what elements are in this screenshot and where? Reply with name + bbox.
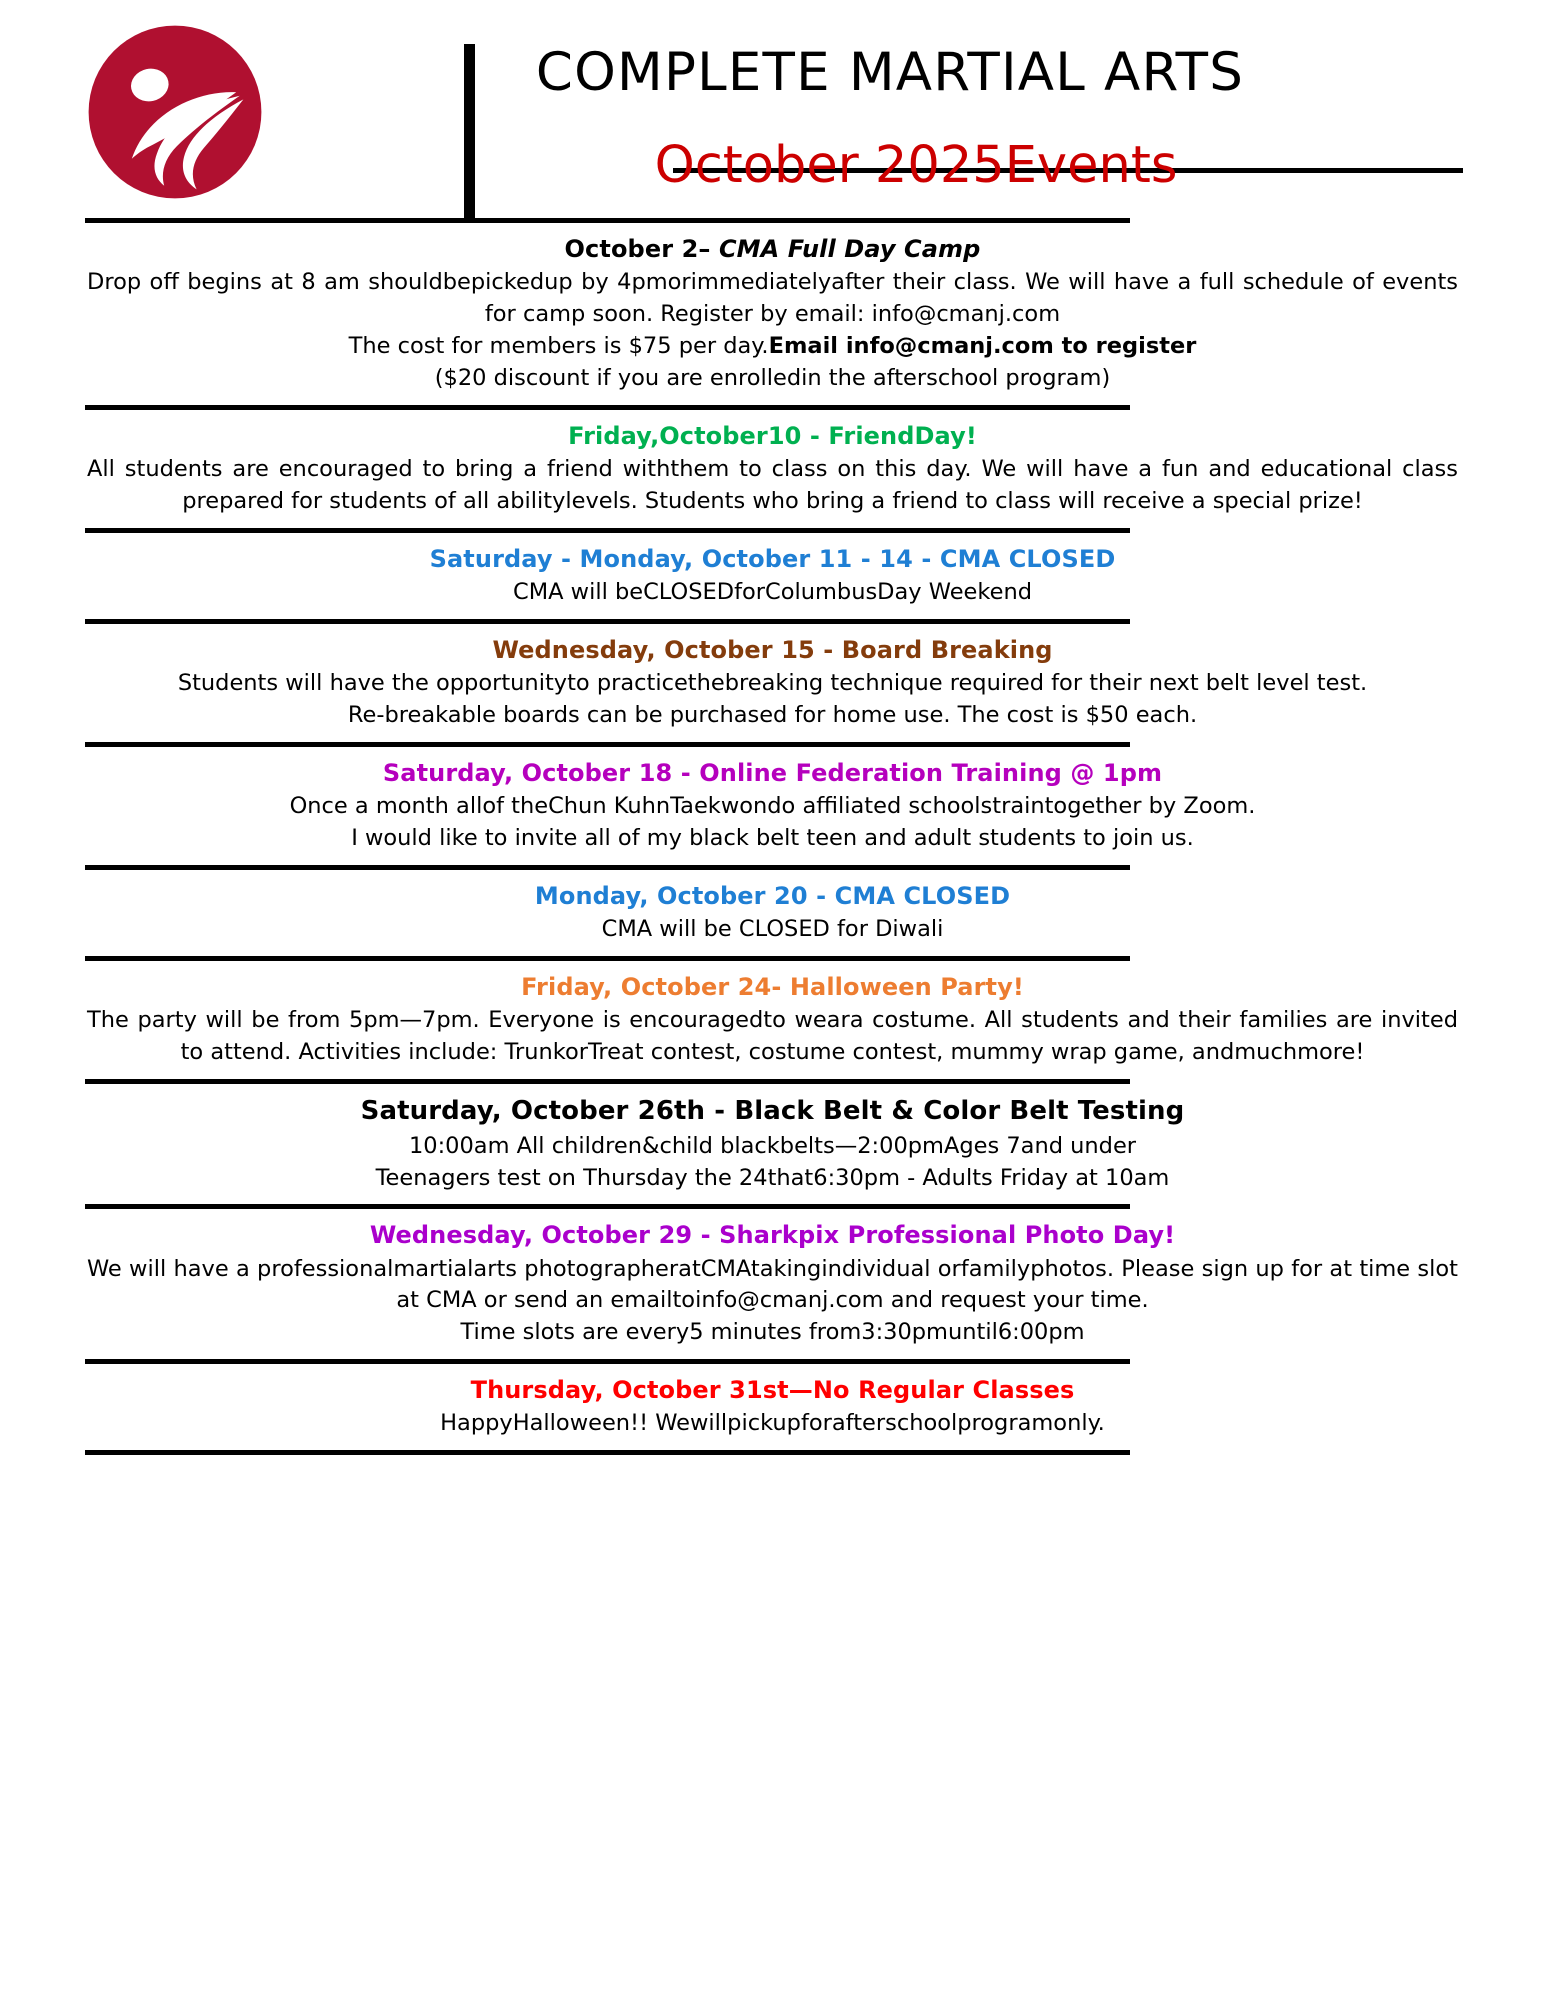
flyer-subtitle: October 2025Events [654, 136, 1178, 195]
complete-martial-arts-logo-icon [85, 22, 265, 202]
event-title-date: Friday, October 24- Halloween Party! [521, 972, 1024, 1001]
header-title-block [370, 40, 1370, 195]
event-description-line [85, 791, 1460, 823]
event-title [85, 1093, 1460, 1130]
event-description-line [85, 1131, 1460, 1163]
event-title-date: Saturday, October 26th - Black Belt & Color Belt Testing [360, 1095, 1185, 1126]
event-title-date: Saturday, October 18 - Online Federation Training @ 1pm [382, 758, 1163, 787]
section-divider [85, 1450, 1130, 1455]
event-oct-11-14-cma-closed [85, 533, 1460, 619]
event-title [85, 879, 1460, 913]
event-description-text: Students will have the opportunityto practicethebreaking technique required for their next belt level test. [177, 669, 1368, 696]
event-description-text: CMA will beCLOSEDforColumbusDay Weekend [513, 578, 1032, 605]
event-description-text: Re-breakable boards can be purchased for home use. The cost is $50 each. [347, 701, 1198, 728]
event-description-line [85, 577, 1460, 609]
page-header [0, 0, 1545, 218]
event-description-line [85, 668, 1460, 700]
event-title [85, 1373, 1460, 1407]
event-description-line [85, 1005, 1460, 1069]
event-oct-26-belt-testing [85, 1084, 1460, 1205]
event-description-emphasis: Email info@cmanj.com to register [768, 332, 1197, 359]
event-description-text: All students are encouraged to bring a friend withthem to class on this day. We will have a fun and educational class prepared for students of all abilitylevels. Students who bring a friend to class will receive a special prize! [87, 455, 1458, 514]
events-list [0, 218, 1545, 1455]
event-oct-18-federation-training [85, 747, 1460, 865]
event-description-text: ($20 discount if you are enrolledin the afterschool program) [434, 364, 1111, 391]
event-title-date: Saturday - Monday, October 11 - 14 - CMA CLOSED [429, 544, 1116, 573]
event-title [85, 1218, 1460, 1252]
event-description-line [85, 1317, 1460, 1349]
event-title [85, 970, 1460, 1004]
event-description-text: Teenagers test on Thursday the 24that6:30pm - Adults Friday at 10am [375, 1164, 1170, 1191]
event-description-line [85, 700, 1460, 732]
event-description-line [85, 823, 1460, 855]
event-title-date: Monday, October 20 - CMA CLOSED [534, 881, 1011, 910]
event-description-line [85, 267, 1460, 331]
event-description-text: The cost for members is $75 per day. [348, 332, 769, 359]
event-title [85, 419, 1460, 453]
event-oct-24-halloween-party [85, 961, 1460, 1079]
event-title-date: Friday,October10 - FriendDay! [568, 421, 977, 450]
event-title-name: CMA Full Day Camp [718, 235, 981, 263]
event-oct-31-no-regular-classes [85, 1364, 1460, 1450]
event-description-text: 10:00am All children&child blackbelts—2:00pmAges 7and under [408, 1132, 1137, 1159]
event-oct-29-sharkpix-photo-day [85, 1209, 1460, 1359]
event-title-date: October 2– [564, 235, 719, 263]
event-description-text: I would like to invite all of my black belt teen and adult students to join us. [351, 824, 1194, 851]
event-description-line [85, 331, 1460, 363]
event-title [85, 542, 1460, 576]
event-oct-20-cma-closed [85, 870, 1460, 956]
event-description-text: We will have a professionalmartialarts photographeratCMAtakingindividual orfamilyphotos. Please sign up for at time slot at CMA or send an emailtoinfo@cmanj.com and request your time. [87, 1255, 1458, 1314]
event-description-line [85, 914, 1460, 946]
event-title [85, 232, 1460, 266]
event-title-date: Wednesday, October 15 - Board Breaking [492, 635, 1053, 664]
event-description-text: Once a month allof theChun KuhnTaekwondo affiliated schoolstraintogether by Zoom. [289, 792, 1256, 819]
event-description-line [85, 363, 1460, 395]
organization-title: COMPLETE MARTIAL ARTS [535, 42, 1245, 103]
event-title-date: Wednesday, October 29 - Sharkpix Professional Photo Day! [369, 1221, 1176, 1250]
event-description-text: CMA will be CLOSED for Diwali [601, 915, 944, 942]
event-description-line [85, 454, 1460, 518]
event-description-line [85, 1163, 1460, 1195]
event-description-text: The party will be from 5pm—7pm. Everyone is encouragedto weara costume. All students and their families are invited to attend. Activities include: TrunkorTreat contest, costume contest, mummy wrap game, andmuchmore! [87, 1006, 1458, 1065]
event-oct-10-friend-day [85, 410, 1460, 528]
event-title [85, 633, 1460, 667]
event-description-text: Drop off begins at 8 am shouldbepickedup by 4pmorimmediatelyafter their class. We will have a full schedule of events for camp soon. Register by email: info@cmanj.com [87, 269, 1458, 328]
event-description-line [85, 1408, 1460, 1440]
event-description-text: Time slots are every5 minutes from3:30pmuntil6:00pm [460, 1319, 1085, 1346]
event-description-text: HappyHalloween!! Wewillpickupforafterschoolprogramonly. [440, 1410, 1105, 1437]
event-title-date: Thursday, October 31st—No Regular Classes [470, 1376, 1075, 1405]
event-oct-15-board-breaking [85, 624, 1460, 742]
event-title [85, 756, 1460, 790]
event-description-line [85, 1254, 1460, 1318]
event-oct-2-full-day-camp [85, 223, 1460, 405]
